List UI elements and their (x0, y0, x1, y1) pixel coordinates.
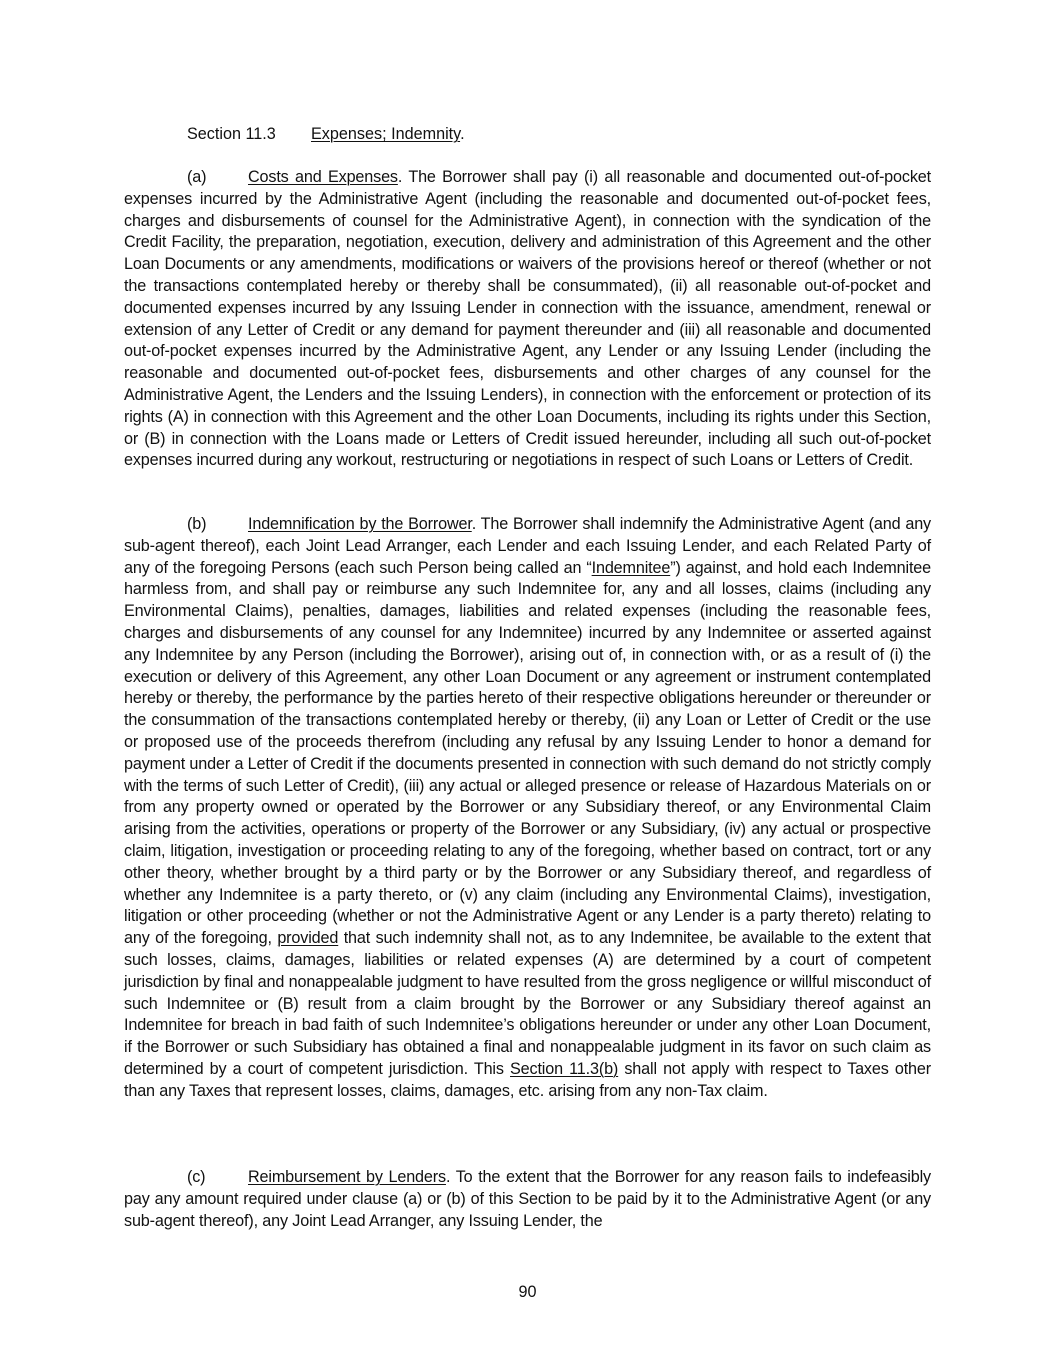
paragraph-a-body: . The Borrower shall pay (i) all reasonable and documented out-of-pocket expenses incurred by the Administrative Agent (including the reasonable and documented out-of-pocket fees, charges and disbursements of counsel for the Administrative Agent), in connection with the syndication of the Credit Facility, the preparation, negotiation, execution, delivery and administration of this Agreement and the other Loan Documents or any amendments, modifications or waivers of the provisions hereof or thereof (whether or not the transactions contemplated hereby or thereby shall be consummated), (ii) all reasonable out-of-pocket and documented expenses incurred by any Issuing Lender in connection with the issuance, amendment, renewal or extension of any Letter of Credit or any demand for payment thereunder and (iii) all reasonable and documented out-of-pocket expenses incurred by the Administrative Agent, any Lender or any Issuing Lender (including the reasonable and documented out-of-pocket fees, disbursements and other charges of any counsel for the Administrative Agent, the Lenders and the Issuing Lenders), in connection with the enforcement or protection of its rights (A) in connection with this Agreement and the other Loan Documents, including its rights under this Section, or (B) in connection with the Loans made or Letters of Credit issued hereunder, including all such out-of-pocket expenses incurred during any workout, restructuring or negotiations in respect of such Loans or Letters of Credit. (124, 168, 931, 470)
paragraph-c-body: . To the extent that the Borrower for any reason fails to indefeasibly pay any amount required under clause (a) or (b) of this Section to be paid by it to the Administrative Agent (or any sub-agent thereof), any Joint Lead Arranger, any Issuing Lender, the (124, 1168, 931, 1230)
paragraph-c-heading: Reimbursement by Lenders (248, 1168, 446, 1186)
section-number: Section 11.3 (187, 125, 276, 143)
paragraph-b-heading: Indemnification by the Borrower (248, 515, 472, 533)
paragraph-a-heading: Costs and Expenses (248, 168, 398, 186)
paragraph-c (124, 1167, 931, 1232)
paragraph-b-body-4: shall not apply with respect to Taxes other than any Taxes that represent losses, claims, damages, etc. arising from any non-Tax claim. (124, 1059, 932, 1100)
paragraph-b-body-3: that such indemnity shall not, as to any Indemnitee, be available to the extent that such losses, claims, damages, liabilities or related expenses (A) are determined by a court of competent jurisdiction by final and nonappealable judgment to have resulted from the gross negligence or willful misconduct of such Indemnitee or (B) result from a claim brought by the Borrower or any Subsidiary thereof against an Indemnitee for breach in bad faith of such Indemnitee’s obligations hereunder or under any other Loan Document, if the Borrower or such Subsidiary has obtained a final and nonappealable judgment in its favor on such claim as determined by a court of competent jurisdiction. This (124, 929, 931, 1078)
paragraph-a (124, 167, 931, 472)
section-heading (187, 124, 465, 146)
paragraph-b-label: (b) (187, 515, 207, 533)
paragraph-c-label: (c) (187, 1168, 206, 1186)
page-number: 90 (518, 1283, 537, 1301)
paragraph-a-label: (a) (187, 168, 207, 186)
section-title-suffix: . (460, 125, 465, 143)
defined-term-indemnitee: Indemnitee (591, 558, 671, 577)
paragraph-b-body-2: ”) against, and hold each Indemnitee harmless from, and shall pay or reimburse any such Indemnitee for, any and all losses, claims (including any Environmental Claims), penalties, damages, liabilities and related expenses (including the reasonable fees, charges and disbursements of any counsel for any Indemnitee) incurred by any Indemnitee or asserted against any Indemnitee by any Person (including the Borrower), arising out of, in connection with, or as a result of (i) the execution or delivery of this Agreement, any other Loan Document or any agreement or instrument contemplated hereby or thereby, the performance by the parties hereto of their respective obligations hereunder or thereunder or the consummation of the transactions contemplated hereby or thereby, (ii) any Loan or Letter of Credit or the use or proposed use of the proceeds therefrom (including any refusal by any Issuing Lender to honor a demand for payment under a Letter of Credit if the documents presented in connection with such demand do not strictly comply with the terms of such Letter of Credit), (iii) any actual or alleged presence or release of Hazardous Materials on or from any property owned or operated by the Borrower or any Subsidiary thereof, or any Environmental Claim arising from the activities, operations or property of the Borrower or any Subsidiary, (iv) any actual or prospective claim, litigation, investigation or proceeding relating to any of the foregoing, whether based on contract, tort or any other theory, whether brought by a third party or by the Borrower or any Subsidiary thereof, and regardless of whether any Indemnitee is a party thereto, or (v) any claim (including any Environmental Claims), investigation, litigation or other proceeding (whether or not the Administrative Agent or any Lender is a party thereto) relating to any of the foregoing, (124, 558, 931, 948)
section-title: Expenses; Indemnity (311, 125, 461, 143)
paragraph-b-body-1: . The Borrower shall indemnify the Administrative Agent (and any sub-agent thereof), each Joint Lead Arranger, each Lender and each Issuing Lender, and each Related Party of any of the foregoing Persons (each such Person being called an “ (124, 515, 932, 577)
section-cross-reference: Section 11.3(b) (510, 1059, 619, 1078)
proviso-term: provided (277, 929, 339, 948)
paragraph-b (124, 514, 931, 1103)
